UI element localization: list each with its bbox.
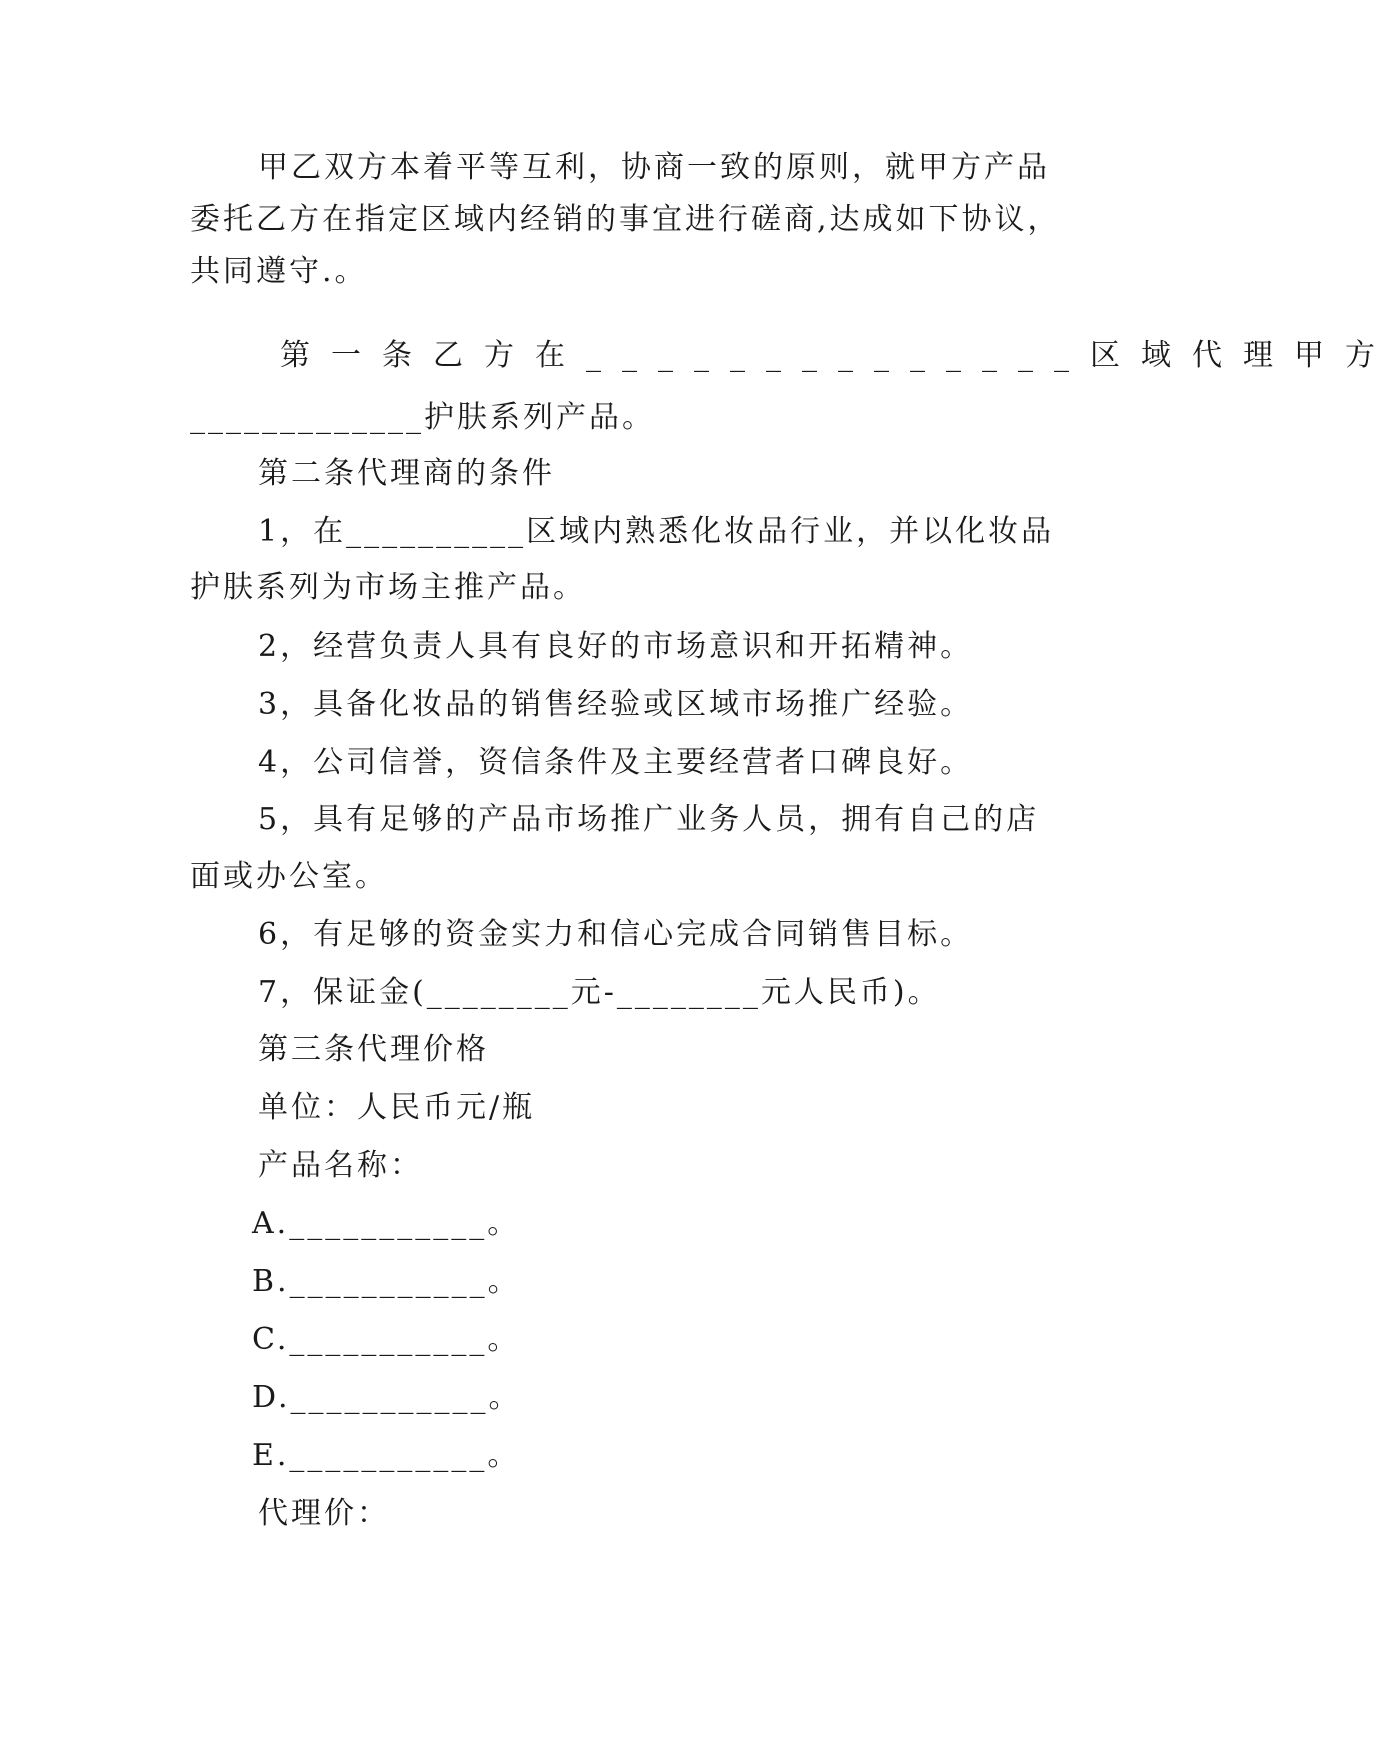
product-d: D.___________。 xyxy=(252,1380,522,1415)
article2-title: 第二条代理商的条件 xyxy=(258,456,555,491)
intro-line-1: 甲乙双方本着平等互利，协商一致的原则，就甲方产品 xyxy=(258,150,1050,185)
product-c: C.___________。 xyxy=(252,1322,521,1357)
article1-line-1: 第一条乙方在______________区域代理甲方 xyxy=(280,338,1396,373)
article1-line-2: _____________护肤系列产品。 xyxy=(190,400,655,435)
product-b: B.___________。 xyxy=(252,1264,521,1299)
article2-item-5b: 面或办公室。 xyxy=(190,859,388,894)
article2-item-1b: 护肤系列为市场主推产品。 xyxy=(190,570,586,605)
intro-line-2: 委托乙方在指定区域内经销的事宜进行磋商,达成如下协议， xyxy=(190,202,1061,237)
article2-item-6: 6，有足够的资金实力和信心完成合同销售目标。 xyxy=(258,917,974,952)
article2-item-1a: 1，在__________区域内熟悉化妆品行业，并以化妆品 xyxy=(258,514,1055,549)
article2-item-7: 7，保证金(________元-________元人民币)。 xyxy=(258,975,941,1010)
intro-line-3: 共同遵守.。 xyxy=(190,254,368,289)
product-a: A.___________。 xyxy=(252,1206,521,1241)
article2-item-2: 2，经营负责人具有良好的市场意识和开拓精神。 xyxy=(258,629,974,664)
article2-item-4: 4，公司信誉，资信条件及主要经营者口碑良好。 xyxy=(258,745,974,780)
article2-item-5a: 5，具有足够的产品市场推广业务人员，拥有自己的店 xyxy=(258,802,1040,837)
article2-item-3: 3，具备化妆品的销售经验或区域市场推广经验。 xyxy=(258,687,974,722)
product-e: E.___________。 xyxy=(252,1438,521,1473)
product-name-label: 产品名称： xyxy=(258,1148,423,1183)
article3-title: 第三条代理价格 xyxy=(258,1032,489,1067)
agent-price-label: 代理价： xyxy=(258,1496,390,1531)
unit-line: 单位：人民币元/瓶 xyxy=(258,1090,536,1125)
